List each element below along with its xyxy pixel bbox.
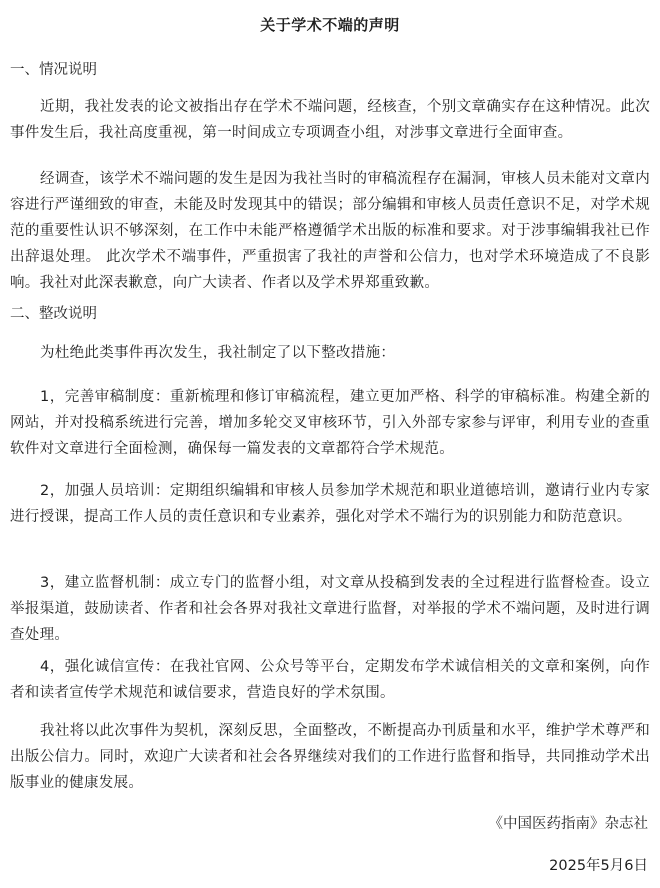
section-heading-situation: 一、情况说明: [10, 62, 97, 78]
section-heading-rectification: 二、整改说明: [10, 306, 97, 322]
paragraph-situation-1: 近期，我社发表的论文被指出存在学术不端问题，经核查，个别文章确实存在这种情况。此次事件发生后，我社高度重视，第一时间成立专项调查小组，对涉事文章进行全面审查。: [10, 99, 650, 141]
paragraph-measure-1: 1，完善审稿制度：重新梳理和修订审稿流程，建立更加严格、科学的审稿标准。构建全新的网站，并对投稿系统进行完善，增加多轮交叉审核环节，引入外部专家参与评审，利用专业的查重软件对文章进行全面检测，确保每一篇发表的文章都符合学术规范。: [10, 389, 650, 457]
paragraph-rectification-intro: 为杜绝此类事件再次发生，我社制定了以下整改措施：: [40, 345, 396, 361]
document-title: 关于学术不端的声明: [260, 16, 400, 34]
signature-date: 2025年5月6日: [549, 858, 648, 874]
paragraph-measure-3: 3，建立监督机制：成立专门的监督小组，对文章从投稿到发表的全过程进行监督检查。设立举报渠道，鼓励读者、作者和社会各界对我社文章进行监督，对举报的学术不端问题，及时进行调查处理。: [10, 575, 650, 643]
paragraph-situation-2: 经调查，该学术不端问题的发生是因为我社当时的审稿流程存在漏洞，审核人员未能对文章内容进行严谨细致的审查，未能及时发现其中的错误；部分编辑和审核人员责任意识不足，对学术规范的重要性认识不够深刻，在工作中未能严格遵循学术出版的标准和要求。对于涉事编辑我社已作出辞退处理。 此次学术不端事件，严重损害了我社的声誉和公信力，也对学术环境造成了不良影响。我社对此深表歉意，向广大读者、作者以及学术界郑重致歉。: [10, 171, 650, 291]
paragraph-measure-2: 2，加强人员培训：定期组织编辑和审核人员参加学术规范和职业道德培训，邀请行业内专家进行授课，提高工作人员的责任意识和专业素养，强化对学术不端行为的识别能力和防范意识。: [10, 483, 650, 525]
paragraph-closing: 我社将以此次事件为契机，深刻反思，全面整改，不断提高办刊质量和水平，维护学术尊严和出版公信力。同时，欢迎广大读者和社会各界继续对我们的工作进行监督和指导，共同推动学术出版事业的健康发展。: [10, 723, 650, 791]
paragraph-measure-4: 4，强化诚信宣传：在我社官网、公众号等平台，定期发布学术诚信相关的文章和案例，向作者和读者宣传学术规范和诚信要求，营造良好的学术氛围。: [10, 659, 650, 701]
signature-publisher: 《中国医药指南》杂志社: [488, 816, 648, 832]
